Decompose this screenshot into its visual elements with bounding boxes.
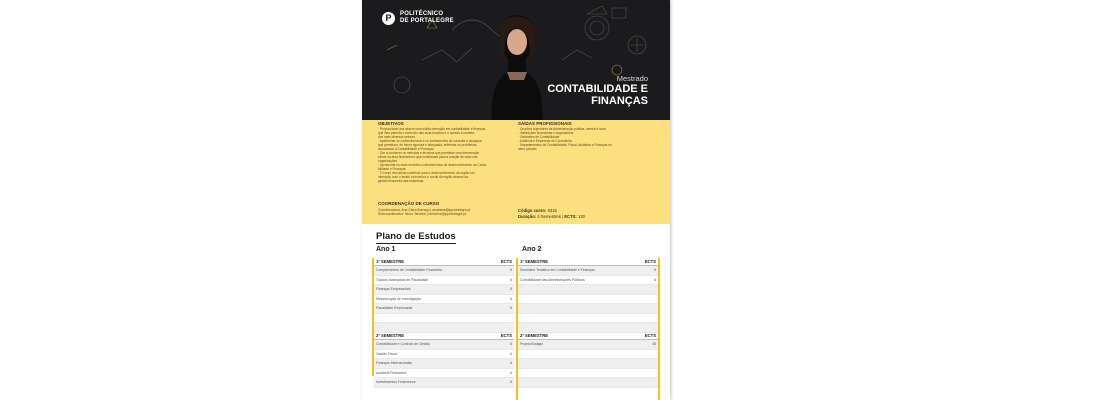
objective-line: · O curso visa ainda contribuir para o desenvolvimento da região em (378, 171, 475, 175)
objective-line: · Aprofundar os mais recentes conhecimentos de desenvolvimento da Conta- (378, 163, 487, 167)
course-ects: 6 (654, 268, 656, 272)
course-name: Projeto/Estágio (520, 342, 543, 346)
course-ects: 6 (654, 277, 656, 282)
course-name: Finanças Empresariais (376, 287, 411, 291)
career-line: · Auditoria e Empresas de Consultoria (518, 139, 572, 143)
semester-title: 1º SEMESTRE (376, 259, 405, 264)
course-name: Finanças Internacionais (376, 361, 412, 365)
hero-banner (362, 0, 670, 128)
ects-header: ECTS (644, 333, 656, 338)
table-row (374, 285, 514, 295)
course-name: Contabilidade das Administrações Públicas (520, 277, 585, 282)
course-name: Investimentos Financeiros (376, 380, 416, 384)
course-name: Complementos de Contabilidade Financeira (376, 268, 442, 272)
table-row (374, 359, 514, 369)
career-line: setor privado (518, 147, 537, 151)
semester-title: 2º SEMESTRE (376, 333, 405, 338)
info-panel (362, 120, 670, 224)
table-row (374, 314, 514, 324)
ects-value: 120 (578, 214, 585, 219)
duration-label: Duração: (518, 214, 537, 219)
course-ects: 6 (510, 361, 512, 365)
table-row (518, 359, 658, 369)
table-row (374, 295, 514, 305)
course-codes: Código curso: 6315 Duração: 4 Semestres | ECTS: 120 (518, 208, 585, 219)
course-name: Contabilidade e Controlo de Gestão (376, 342, 430, 346)
brochure-page (362, 0, 670, 400)
objective-line: · Proporcionar aos alunos uma sólida formação em contabilidade e finanças (378, 127, 486, 131)
semester-title: 1º SEMESTRE (520, 259, 549, 264)
course-name: Tópicos Avançados de Fiscalidade (376, 277, 429, 282)
table-row (518, 369, 658, 379)
career-line: · Departamentos de Contabilidade, Fiscal, Auditoria e Finanças no (518, 143, 612, 147)
course-name: Metodologias de Investigação (376, 296, 421, 301)
program-heading (538, 74, 648, 107)
course-name: Auditoria Financeira (376, 370, 407, 375)
plan-title: Plano de Estudos (376, 231, 456, 242)
logo-icon: P (382, 12, 395, 25)
institution-logo (382, 11, 454, 25)
table-row (518, 266, 658, 276)
ects-header: ECTS (500, 259, 512, 264)
objective-line: que permitam, de forma rigorosa e adequada, enfrentar os problemas (378, 143, 477, 147)
table-row (518, 378, 658, 388)
course-ects: 6 (510, 296, 512, 301)
course-name: Gestão Fiscal (376, 351, 397, 356)
table-row (374, 304, 514, 314)
table-row (374, 266, 514, 276)
semester-table-y2s1 (518, 258, 658, 333)
coordination-title: COORDENAÇÃO DE CURSO (378, 201, 440, 206)
table-row (518, 340, 658, 350)
coordination-line: Coordenadora: Ana Clara Borrego | anaclara@ipportalegre.pt (378, 207, 471, 212)
career-line: · Instituições financeiras e seguradoras (518, 131, 574, 135)
objective-line: organizações. (378, 159, 398, 163)
careers-section (518, 122, 644, 151)
course-ects: 6 (510, 268, 512, 272)
table-row (374, 369, 514, 379)
careers-title: SAÍDAS PROFISSIONAIS (518, 121, 572, 126)
objective-line: · Dar a conhecer os métodos e técnicas que permitam uma intervenção (378, 151, 480, 155)
logo-line-2: DE PORTALEGRE (400, 18, 454, 24)
course-ects: 6 (510, 351, 512, 356)
objective-line: eficaz na área financeira e que contribuam para a criação de valor nas (378, 155, 478, 159)
ects-header: ECTS (500, 333, 512, 338)
objectives-title: OBJETIVOS (378, 121, 404, 126)
program-name: CONTABILIDADE E FINANÇAS (547, 83, 648, 107)
course-ects: 6 (510, 370, 512, 375)
semester-title: 2º SEMESTRE (520, 333, 549, 338)
table-row (374, 350, 514, 360)
coordination-section (378, 202, 508, 217)
year-1-label: Ano 1 (376, 246, 396, 253)
objective-line: gestão financeira das empresas. (378, 179, 425, 183)
objective-line: interação com o tecido económico e social da região através da (378, 175, 469, 179)
table-row (518, 314, 658, 324)
course-ects: 6 (510, 287, 512, 291)
table-row (518, 285, 658, 295)
course-name: Seminário Temático em Contabilidade e Finanças (520, 268, 595, 272)
course-ects: 6 (510, 380, 512, 384)
objective-line: · Apetrechar os conhecimentos e os instrumentos de consulta e pesquisa (378, 139, 482, 143)
semester-table-y2s2 (518, 332, 658, 388)
coordination-line: Subcoordenador: Nuno Teixeira | nteixeira@ipportalegre.pt (378, 212, 467, 216)
duration-value: 4 Semestres (537, 214, 561, 219)
course-name: Fiscalidade Empresarial (376, 306, 413, 310)
code-label: Código curso: (518, 208, 547, 213)
table-row (518, 350, 658, 360)
semester-table-y1s2 (374, 332, 514, 388)
objective-line: bilidade e Finanças. (378, 167, 407, 171)
course-ects: 48 (652, 342, 656, 346)
course-ects: 6 (510, 306, 512, 310)
logo-line-1: POLITÉCNICO (400, 11, 444, 17)
table-row (518, 276, 658, 286)
ects-label: ECTS: (564, 214, 577, 219)
ects-header: ECTS (644, 259, 656, 264)
objective-line: que lhes permita o exercício das suas funções e o acesso à carreira (378, 131, 475, 135)
semester-table-y1s1 (374, 258, 514, 333)
table-row (374, 378, 514, 388)
course-ects: 6 (510, 342, 512, 346)
career-line: · Gabinetes de Contabilidade (518, 135, 560, 139)
year-2-label: Ano 2 (522, 246, 542, 253)
code-value: 6315 (547, 208, 557, 213)
table-row (518, 295, 658, 305)
course-ects: 6 (510, 277, 512, 282)
objective-line: dos mais diversos setores. (378, 135, 416, 139)
table-row (374, 276, 514, 286)
career-line: · Quadros superiores da Administração pública, central e local (518, 127, 606, 131)
table-row (518, 304, 658, 314)
degree-type: Mestrado (616, 74, 648, 83)
table-row (374, 340, 514, 350)
objectives-section (378, 122, 506, 183)
objective-line: associados à Contabilidade e Finanças. (378, 147, 435, 151)
